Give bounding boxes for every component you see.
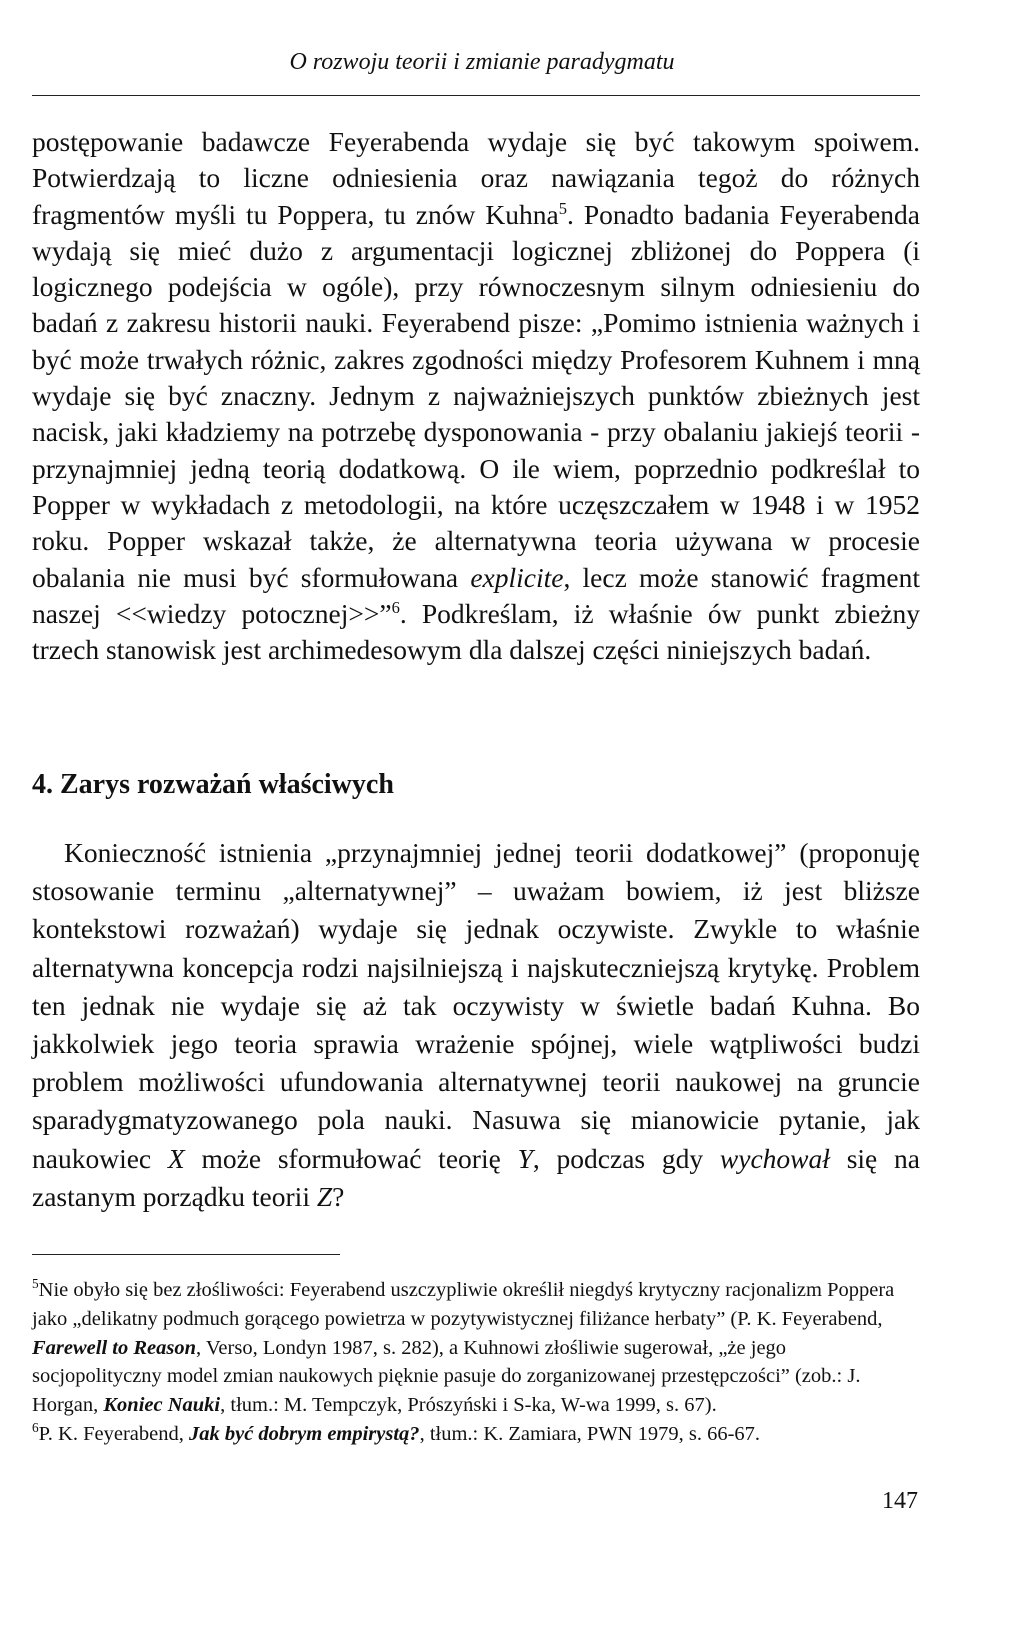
footnote-5 [32, 1276, 920, 1420]
footnotes [32, 1276, 920, 1449]
para2-text-3: , podczas gdy [532, 1142, 720, 1174]
footnote-6-text-1: P. K. Feyerabend, [38, 1422, 189, 1445]
footnote-5-title-2: Koniec Nauki [103, 1394, 221, 1417]
header-rule [32, 95, 920, 96]
footnote-5-text-1: Nie obyło się bez złośliwości: Feyerabend uszczypliwie określił niegdyś krytyczny racjonalizm Poppera jako „delikatny podmuch gorącego powietrza w pozytywistycznej filiżance herbaty” (P. K. Feyerabend, [32, 1279, 895, 1330]
para1-text-4: . Podkreślam, iż właśnie ów punkt zbieżny trzech stanowisk jest archimedesowym dla dalszej części niniejszych badań. [32, 597, 920, 666]
footnote-5-title-1: Farewell to Reason [32, 1336, 197, 1359]
para1-italic-explicite: explicite [470, 561, 564, 593]
footnote-6-title: Jak być dobrym empirystą? [188, 1422, 420, 1445]
para2-italic-wychowal: wychował [719, 1142, 830, 1174]
footnote-rule [32, 1254, 340, 1255]
para2-italic-x: X [167, 1142, 185, 1174]
page-number: 147 [882, 1488, 918, 1514]
para2-text-1: Konieczność istnienia „przynajmniej jednej teorii dodatkowej” (proponuję stosowanie terminu „alternatywnej” – uważam bowiem, iż jest bliższe kontekstowi rozważań) wydaje się jednak oczywiste. Zwykle to właśnie alternatywna koncepcja rodzi najsilniejszą i najskuteczniejszą krytykę. Problem ten jednak nie wydaje się aż tak oczywisty w świetle badań Kuhna. Bo jakkolwiek jego teoria sprawia wrażenie spójnej, wiele wątpliwości budzi problem możliwości ufundowania alternatywnej teorii naukowej na gruncie sparadygmatyzowanego pola nauki. Nasuwa się mianowicie pytanie, jak naukowiec [32, 837, 920, 1174]
para1-text-2: . Ponadto badania Feyerabenda wydają się mieć dużo z argumentacji logicznej zbliżonej do Poppera (i logicznego podejścia w ogóle), przy równoczesnym silnym odniesieniu do badań z zakresu historii nauki. Feyerabend pisze: „Pomimo istnienia ważnych i być może trwałych różnic, zakres zgodności między Profesorem Kuhnem i mną wydaje się być znaczny. Jednym z najważniejszych punktów zbieżnych jest nacisk, jaki kładziemy na potrzebę dysponowania - przy obalaniu jakiejś teorii - przynajmniej jedną teorią dodatkową. O ile wiem, poprzednio podkreślał to Popper w wykładach z metodologii, na które uczęszczałem w 1948 i w 1952 roku. Popper wskazał także, że alternatywna teoria używana w procesie obalania nie musi być sformułowana [32, 198, 920, 593]
body-paragraph-2 [32, 834, 920, 1216]
footnote-5-text-3: , tłum.: M. Tempczyk, Prószyński i S-ka, W-wa 1999, s. 67). [220, 1394, 717, 1417]
footnote-6 [32, 1420, 920, 1449]
footnote-6-number: 6 [32, 1420, 39, 1436]
footnote-ref-6: 6 [391, 597, 400, 617]
para1-text-1: postępowanie badawcze Feyerabenda wydaje się być takowym spoiwem. Potwierdzają to liczne odniesienia oraz nawiązania tegoż do różnych fragmentów myśli tu Poppera, tu znów Kuhna [32, 126, 920, 230]
para2-text-2: może sformułować teorię [184, 1142, 518, 1174]
body-paragraph-1 [32, 124, 920, 668]
footnote-5-number: 5 [32, 1276, 39, 1292]
para2-text-5: ? [332, 1180, 345, 1212]
running-head: O rozwoju teorii i zmianie paradygmatu [289, 49, 675, 75]
para2-italic-y: Y [517, 1142, 533, 1174]
para2-italic-z: Z [316, 1180, 333, 1212]
footnote-ref-5: 5 [558, 198, 567, 218]
footnote-6-text-2: , tłum.: K. Zamiara, PWN 1979, s. 66-67. [419, 1422, 761, 1445]
para2-text-4: się na zastanym porządku teorii [32, 1142, 920, 1212]
para1-text-3: , lecz może stanowić fragment naszej <<wiedzy potocznej>>” [32, 561, 920, 629]
section-heading: 4. Zarys rozważań właściwych [32, 769, 394, 800]
footnote-5-text-2: , Verso, Londyn 1987, s. 282), a Kuhnowi złośliwie sugerował, „że jego socjopolityczny model zmian naukowych pięknie pasuje do zorganizowanej przestępczości” (zob.: J. Horgan, [32, 1336, 861, 1417]
